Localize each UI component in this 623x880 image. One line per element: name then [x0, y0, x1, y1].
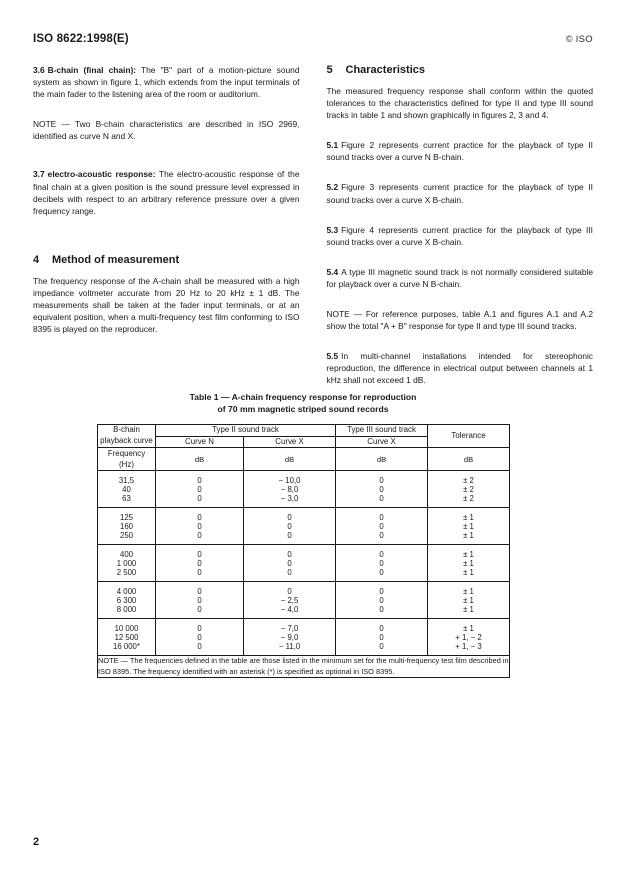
- page-number: 2: [33, 836, 40, 848]
- table-1: [97, 424, 510, 678]
- cell-frequency: 12 500: [98, 633, 156, 642]
- cell-frequency: 6 300: [98, 596, 156, 605]
- cell-curve-n: 0: [156, 545, 244, 559]
- column-header-stub: B-chain playback curve: [98, 425, 156, 448]
- clause-5-3: [327, 224, 594, 248]
- cell-frequency: 125: [98, 508, 156, 522]
- cell-curve-x-type-iii: 0: [336, 522, 428, 531]
- clause-5-2: [327, 181, 594, 205]
- cell-frequency: 4 000: [98, 582, 156, 596]
- table-row: [98, 531, 510, 545]
- cell-frequency: 40: [98, 485, 156, 494]
- table-1-foot: [98, 656, 510, 678]
- cell-frequency: 16 000*: [98, 642, 156, 656]
- clause-5-3-text: Figure 4 represents current practice for the playback of type III sound tracks over a curve X B-chain.: [326, 224, 593, 247]
- clause-3-7-number: 3.7: [33, 169, 45, 180]
- table-1-title: [97, 392, 509, 415]
- table-row: [98, 485, 510, 494]
- cell-curve-x-type-iii: 0: [336, 619, 428, 633]
- cell-curve-n: 0: [156, 619, 244, 633]
- clause-3-6-text: The "B" part of a motion-picture sound system as shown in figure 1, which extends from the input terminals of the main fader to the listening area of the room or auditorium.: [33, 65, 300, 100]
- column-header-curve-n: Curve N: [156, 436, 244, 448]
- spacer: [327, 301, 594, 308]
- clause-3-6: [33, 64, 300, 100]
- cell-curve-x-type-iii: 0: [336, 633, 428, 642]
- cell-curve-x-type-ii: − 10,0: [244, 471, 336, 485]
- cell-tolerance: + 1, − 3: [428, 642, 510, 656]
- table-row: [98, 508, 510, 522]
- clause-5-1-number: 5.1: [326, 140, 339, 151]
- column-header-type-iii: Type III sound track: [336, 425, 428, 437]
- cell-curve-x-type-ii: − 8,0: [244, 485, 336, 494]
- cell-tolerance: ± 1: [428, 568, 510, 582]
- column-header-curve-x-type-iii: Curve X: [336, 436, 428, 448]
- cell-curve-x-type-ii: − 4,0: [244, 605, 336, 619]
- note-5-4: NOTE — For reference purposes, table A.1 and figures A.1 and A.2 show the total "A + B" response for type II and type III sound tracks.: [326, 309, 593, 332]
- cell-curve-x-type-ii: 0: [244, 545, 336, 559]
- table-row: [98, 605, 510, 619]
- table-row-group: [98, 545, 510, 582]
- spacer: [327, 217, 594, 224]
- section-5-heading: [327, 64, 594, 76]
- cell-curve-x-type-ii: − 2,5: [244, 596, 336, 605]
- body-columns: [33, 64, 593, 387]
- cell-tolerance: ± 1: [428, 619, 510, 633]
- cell-curve-x-type-iii: 0: [336, 605, 428, 619]
- cell-frequency: 63: [98, 494, 156, 508]
- clause-5-1: [327, 139, 594, 163]
- cell-curve-x-type-iii: 0: [336, 494, 428, 508]
- cell-curve-x-type-ii: − 7,0: [244, 619, 336, 633]
- section-4-number: 4: [33, 253, 40, 266]
- table-row: [98, 596, 510, 605]
- cell-curve-n: 0: [156, 605, 244, 619]
- column-header-tolerance: Tolerance: [428, 425, 510, 448]
- column-header-frequency: [98, 448, 156, 471]
- unit-curve-x-type-iii: dB: [336, 448, 428, 471]
- cell-curve-x-type-iii: 0: [336, 596, 428, 605]
- cell-frequency: 31,5: [98, 471, 156, 485]
- cell-curve-x-type-iii: 0: [336, 559, 428, 568]
- table-header-row-groups: [98, 425, 510, 437]
- table-1-head: [98, 425, 510, 471]
- clause-3-6-number: 3.6: [33, 65, 45, 75]
- clause-3-7-term: electro-acoustic response:: [47, 169, 156, 180]
- cell-tolerance: ± 1: [428, 531, 510, 545]
- cell-tolerance: ± 2: [428, 494, 510, 508]
- clause-5-3-number: 5.3: [326, 224, 339, 235]
- cell-curve-n: 0: [156, 633, 244, 642]
- section-5-title: Characteristics: [345, 64, 425, 76]
- document-reference: ISO 8622:1998(E): [33, 33, 129, 45]
- cell-tolerance: ± 1: [428, 582, 510, 596]
- section-4-title: Method of measurement: [52, 253, 180, 266]
- cell-curve-x-type-ii: 0: [244, 559, 336, 568]
- cell-curve-n: 0: [156, 531, 244, 545]
- cell-curve-x-type-ii: 0: [244, 508, 336, 522]
- cell-frequency: 160: [98, 522, 156, 531]
- clause-5-4: [327, 266, 594, 290]
- cell-tolerance: ± 1: [428, 596, 510, 605]
- table-1-title-line1: Table 1 — A-chain frequency response for reproduction: [189, 392, 417, 402]
- cell-tolerance: ± 2: [428, 485, 510, 494]
- column-header-curve-x-type-ii: Curve X: [244, 436, 336, 448]
- cell-curve-x-type-iii: 0: [336, 568, 428, 582]
- clause-5-2-text: Figure 3 represents current practice for the playback of type II sound tracks over a curve X B-chain.: [326, 182, 593, 205]
- cell-curve-n: 0: [156, 485, 244, 494]
- clause-5-5-number: 5.5: [326, 351, 339, 362]
- cell-frequency: 10 000: [98, 619, 156, 633]
- unit-curve-n: dB: [156, 448, 244, 471]
- clause-5-2-number: 5.2: [326, 182, 339, 193]
- clause-3-7: [33, 168, 300, 216]
- cell-curve-x-type-ii: − 3,0: [244, 494, 336, 508]
- cell-frequency: 1 000: [98, 559, 156, 568]
- cell-curve-n: 0: [156, 596, 244, 605]
- copyright-icon: ©: [565, 34, 573, 44]
- table-1-footnote: NOTE — The frequencies defined in the table are those listed in the minimum set for the multi-frequency test film described in ISO 8395. The frequency identified with an asterisk (*) is specified as optional in ISO 8395.: [98, 656, 510, 678]
- cell-curve-x-type-ii: − 11,0: [244, 642, 336, 656]
- unit-tolerance: dB: [428, 448, 510, 471]
- cell-curve-x-type-ii: 0: [244, 522, 336, 531]
- cell-curve-x-type-iii: 0: [336, 471, 428, 485]
- clause-5-5-text: In multi-channel installations intended for stereophonic reproduction, the difference in electrical output between channels at 1 kHz shall not exceed 1 dB.: [326, 351, 593, 386]
- cell-tolerance: ± 1: [428, 545, 510, 559]
- table-1-container: [97, 392, 509, 678]
- table-1-title-line2: of 70 mm magnetic striped sound records: [217, 403, 389, 414]
- cell-curve-n: 0: [156, 568, 244, 582]
- clause-5-1-text: Figure 2 represents current practice for the playback of type II sound tracks over a curve N B-chain.: [326, 140, 593, 163]
- cell-curve-n: 0: [156, 642, 244, 656]
- cell-frequency: 8 000: [98, 605, 156, 619]
- cell-curve-x-type-ii: − 9,0: [244, 633, 336, 642]
- section-4-heading: [33, 254, 300, 266]
- cell-frequency: 250: [98, 531, 156, 545]
- section-5-intro: The measured frequency response shall conform within the quoted tolerances to the characteristics defined for type II and type III sound tracks in table 1 and shown graphically in figures 2, 3 and 4.: [326, 86, 593, 121]
- cell-curve-n: 0: [156, 559, 244, 568]
- table-footnote-row: [98, 656, 510, 678]
- spacer: [33, 228, 300, 254]
- table-row: [98, 471, 510, 485]
- cell-curve-n: 0: [156, 508, 244, 522]
- clause-3-7-text: The electro-acoustic response of the final chain at a given position is the sound pressure level expressed in decibels with respect to an arbitrary reference pressure over a given frequency range.: [33, 169, 300, 216]
- table-row-group: [98, 582, 510, 619]
- cell-tolerance: ± 1: [428, 522, 510, 531]
- table-row: [98, 522, 510, 531]
- table-row-group: [98, 619, 510, 656]
- table-row: [98, 545, 510, 559]
- column-header-type-ii: Type II sound track: [156, 425, 336, 437]
- spacer: [327, 174, 594, 181]
- section-4-body: The frequency response of the A-chain shall be measured with a high impedance voltmeter accurate from 20 Hz to 20 kHz ± 1 dB. The measurements shall be taken at the fader input terminals, or at an equivalent position, when a multi-frequency test film conforming to ISO 8395 is played on the reproducer.: [33, 275, 300, 335]
- table-row: [98, 568, 510, 582]
- spacer: [33, 153, 300, 168]
- copyright-notice: [566, 34, 593, 45]
- cell-curve-n: 0: [156, 582, 244, 596]
- table-header-row-units: [98, 448, 510, 471]
- copyright-label: ISO: [575, 34, 593, 45]
- clause-3-6-term: B-chain (final chain):: [47, 65, 137, 75]
- frequency-label: Frequency: [107, 449, 146, 459]
- frequency-unit: (Hz): [119, 460, 134, 470]
- cell-curve-n: 0: [156, 522, 244, 531]
- cell-curve-x-type-iii: 0: [336, 545, 428, 559]
- cell-curve-x-type-ii: 0: [244, 582, 336, 596]
- cell-frequency: 400: [98, 545, 156, 559]
- table-row: [98, 642, 510, 656]
- page-header: [33, 33, 593, 45]
- note-3-6: NOTE — Two B-chain characteristics are described in ISO 2969, identified as curve N and X.: [33, 119, 300, 142]
- table-row: [98, 582, 510, 596]
- unit-curve-x-type-ii: dB: [244, 448, 336, 471]
- spacer: [327, 259, 594, 266]
- clause-5-4-text: A type III magnetic sound track is not normally considered suitable for playback over a curve N B-chain.: [326, 266, 593, 289]
- table-row: [98, 633, 510, 642]
- cell-curve-x-type-iii: 0: [336, 642, 428, 656]
- table-row: [98, 494, 510, 508]
- table-row: [98, 559, 510, 568]
- cell-curve-n: 0: [156, 494, 244, 508]
- table-row-group: [98, 471, 510, 508]
- cell-tolerance: ± 1: [428, 559, 510, 568]
- cell-tolerance: + 1, − 2: [428, 633, 510, 642]
- cell-frequency: 2 500: [98, 568, 156, 582]
- left-column: [33, 64, 300, 387]
- section-5-number: 5: [326, 64, 333, 76]
- spacer: [327, 132, 594, 139]
- cell-curve-x-type-ii: 0: [244, 568, 336, 582]
- cell-curve-x-type-iii: 0: [336, 582, 428, 596]
- table-row-group: [98, 508, 510, 545]
- cell-tolerance: ± 2: [428, 471, 510, 485]
- cell-curve-x-type-iii: 0: [336, 485, 428, 494]
- clause-5-5: [327, 350, 594, 386]
- cell-curve-x-type-ii: 0: [244, 531, 336, 545]
- cell-tolerance: ± 1: [428, 508, 510, 522]
- cell-tolerance: ± 1: [428, 605, 510, 619]
- spacer: [33, 111, 300, 118]
- right-column: [327, 64, 594, 387]
- spacer: [327, 343, 594, 350]
- table-row: [98, 619, 510, 633]
- cell-curve-x-type-iii: 0: [336, 508, 428, 522]
- cell-curve-n: 0: [156, 471, 244, 485]
- cell-curve-x-type-iii: 0: [336, 531, 428, 545]
- clause-5-4-number: 5.4: [326, 266, 339, 277]
